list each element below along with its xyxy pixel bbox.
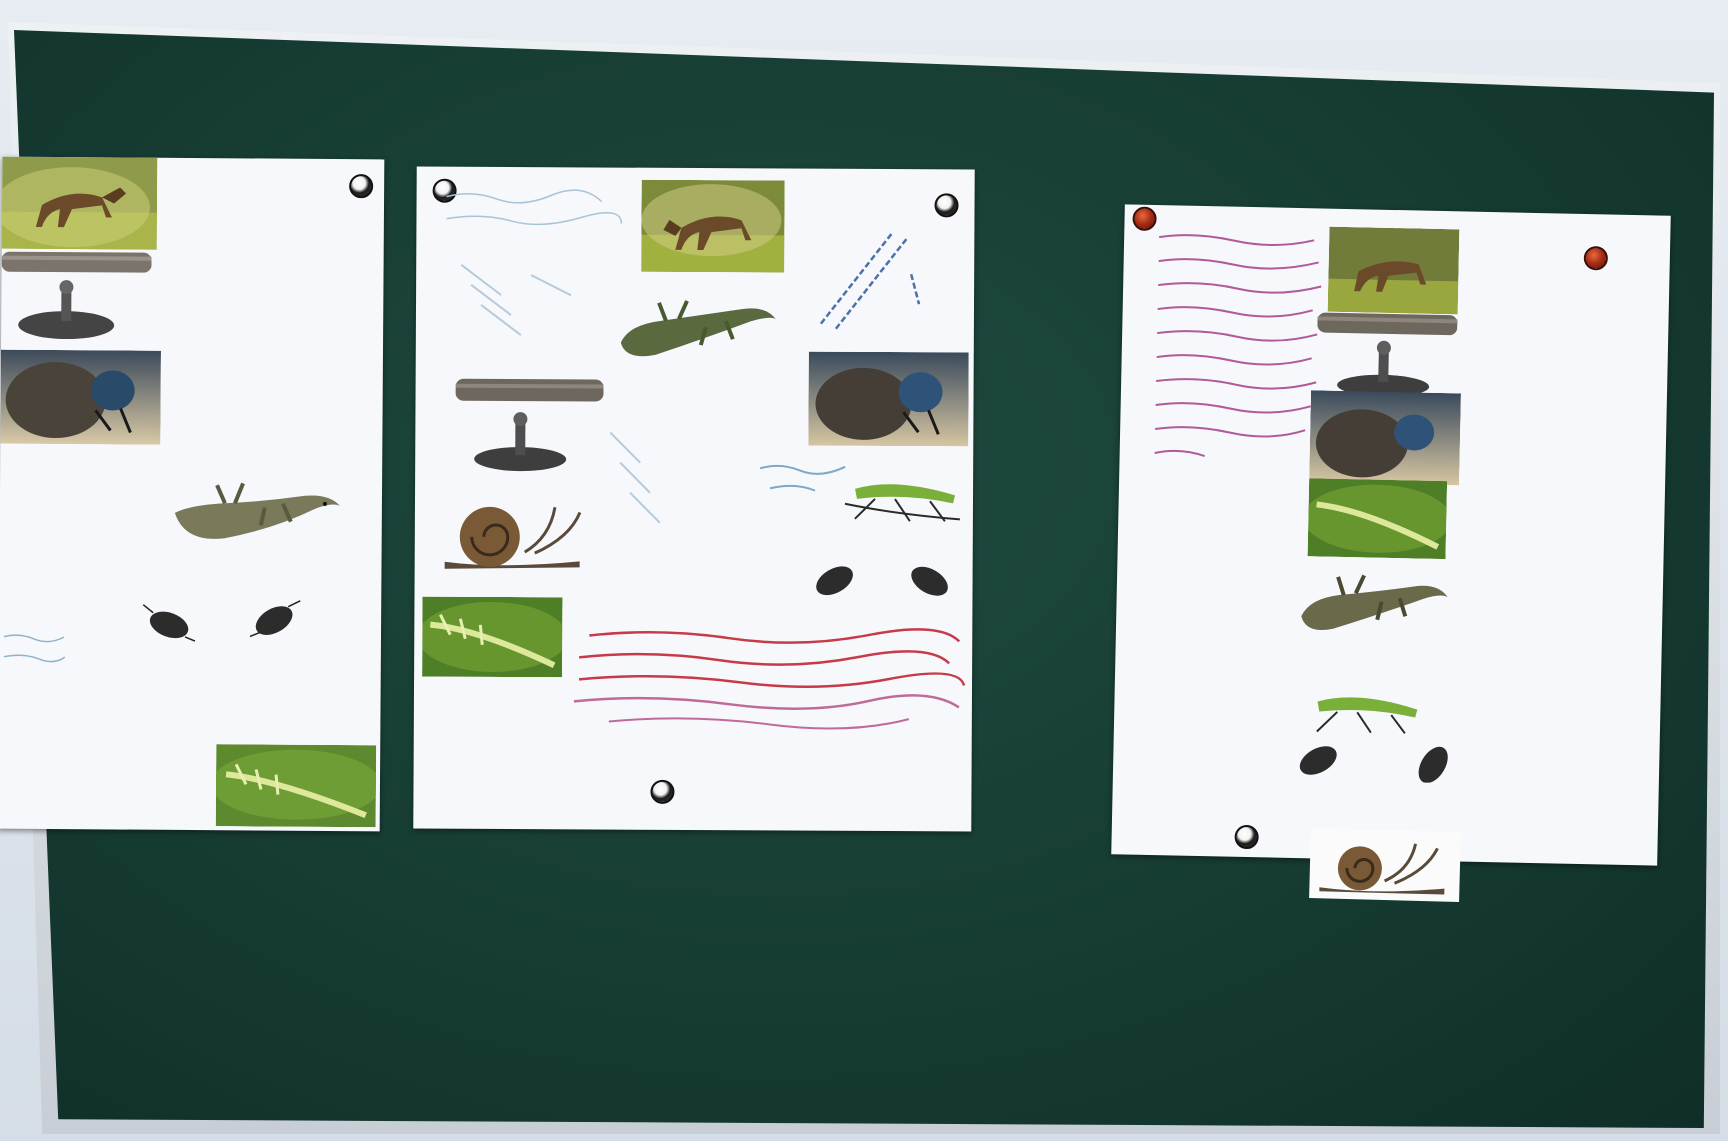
lizard-photo bbox=[611, 283, 781, 364]
snail-photo bbox=[440, 497, 590, 573]
green-leaf-photo bbox=[216, 744, 377, 827]
cockroach-photo bbox=[1288, 738, 1349, 779]
magnet bbox=[1132, 207, 1156, 231]
cockroach-photo bbox=[899, 559, 959, 601]
magnet bbox=[650, 780, 674, 804]
cockroach-photo bbox=[804, 559, 864, 601]
cockroach-photo bbox=[139, 603, 199, 643]
cockroach-photo bbox=[1403, 742, 1464, 783]
dung-beetle-photo bbox=[0, 350, 161, 445]
handwritten-notes bbox=[569, 617, 970, 739]
handwritten-notes bbox=[811, 214, 932, 335]
log-photo bbox=[456, 377, 604, 404]
snail-cutout bbox=[1309, 828, 1461, 902]
dung-beetle-photo bbox=[1309, 390, 1461, 485]
poster-middle bbox=[413, 167, 974, 832]
magnet bbox=[1234, 825, 1258, 849]
green-leaf-photo bbox=[1308, 478, 1448, 559]
deer-photo bbox=[1328, 227, 1460, 315]
handwritten-notes bbox=[1149, 225, 1329, 479]
cockroach-photo bbox=[244, 598, 304, 638]
green-leaf-photo bbox=[422, 597, 562, 678]
dung-beetle-photo bbox=[808, 352, 968, 447]
mushroom-photo bbox=[11, 277, 116, 340]
deer-photo bbox=[641, 180, 784, 273]
log-photo bbox=[1317, 310, 1457, 337]
poster-right bbox=[1111, 204, 1670, 865]
snail-photo bbox=[1314, 833, 1456, 897]
lizard-photo bbox=[165, 463, 346, 554]
deer-photo bbox=[2, 157, 158, 250]
magnet bbox=[349, 174, 373, 198]
grasshopper-photo bbox=[835, 459, 970, 525]
poster-left bbox=[0, 157, 384, 832]
mushroom-photo bbox=[1333, 335, 1434, 399]
handwritten-notes bbox=[441, 185, 632, 366]
magnet bbox=[1584, 246, 1608, 270]
handwritten-notes bbox=[0, 627, 69, 687]
mushroom-photo bbox=[470, 407, 570, 473]
lizard-photo bbox=[1291, 558, 1453, 641]
log-photo bbox=[2, 250, 152, 275]
grasshopper-photo bbox=[1299, 673, 1430, 736]
magnet bbox=[934, 193, 958, 217]
handwritten-notes bbox=[600, 423, 681, 533]
